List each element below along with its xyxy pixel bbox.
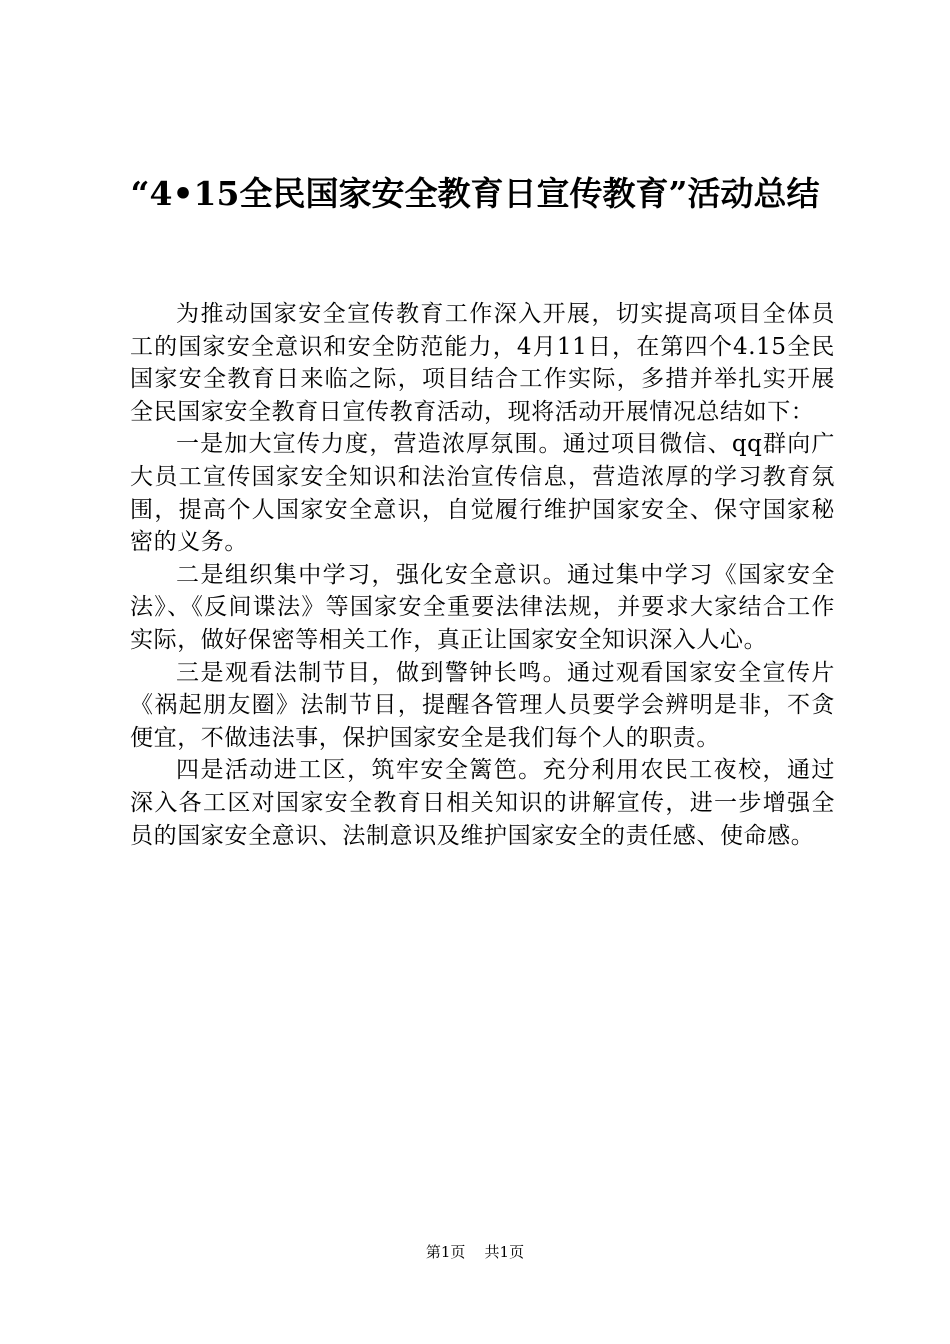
paragraph-intro: 为推动国家安全宣传教育工作深入开展，切实提高项目全体员工的国家安全意识和安全防范能力，4月11日，在第四个4.15全民国家安全教育日来临之际，项目结合工作实际，多措并举扎实开展全民国家安全教育日宣传教育活动，现将活动开展情况总结如下：	[130, 301, 835, 425]
paragraph-point-2: 二是组织集中学习，强化安全意识。通过集中学习《国家安全法》、《反间谍法》等国家安全重要法律法规，并要求大家结合工作实际，做好保密等相关工作，真正让国家安全知识深入人心。	[130, 561, 835, 653]
page-footer	[0, 1242, 950, 1262]
document-title: “4•15全民国家安全教育日宣传教育”活动总结	[130, 174, 820, 213]
paragraph-point-3: 三是观看法制节目，做到警钟长鸣。通过观看国家安全宣传片《祸起朋友圈》法制节目，提醒各管理人员要学会辨明是非，不贪便宜，不做违法事，保护国家安全是我们每个人的职责。	[130, 659, 835, 751]
paragraph-point-4: 四是活动进工区，筑牢安全篱笆。充分利用农民工夜校，通过深入各工区对国家安全教育日相关知识的讲解宣传，进一步增强全员的国家安全意识、法制意识及维护国家安全的责任感、使命感。	[130, 757, 835, 849]
document-body	[130, 298, 835, 852]
page-total: 共1页	[484, 1243, 525, 1261]
page-number: 第1页	[425, 1243, 466, 1261]
paragraph-point-1: 一是加大宣传力度，营造浓厚氛围。通过项目微信、qq群向广大员工宣传国家安全知识和法治宣传信息，营造浓厚的学习教育氛围，提高个人国家安全意识，自觉履行维护国家安全、保守国家秘密的义务。	[130, 431, 835, 556]
footer-gap	[470, 1243, 480, 1261]
